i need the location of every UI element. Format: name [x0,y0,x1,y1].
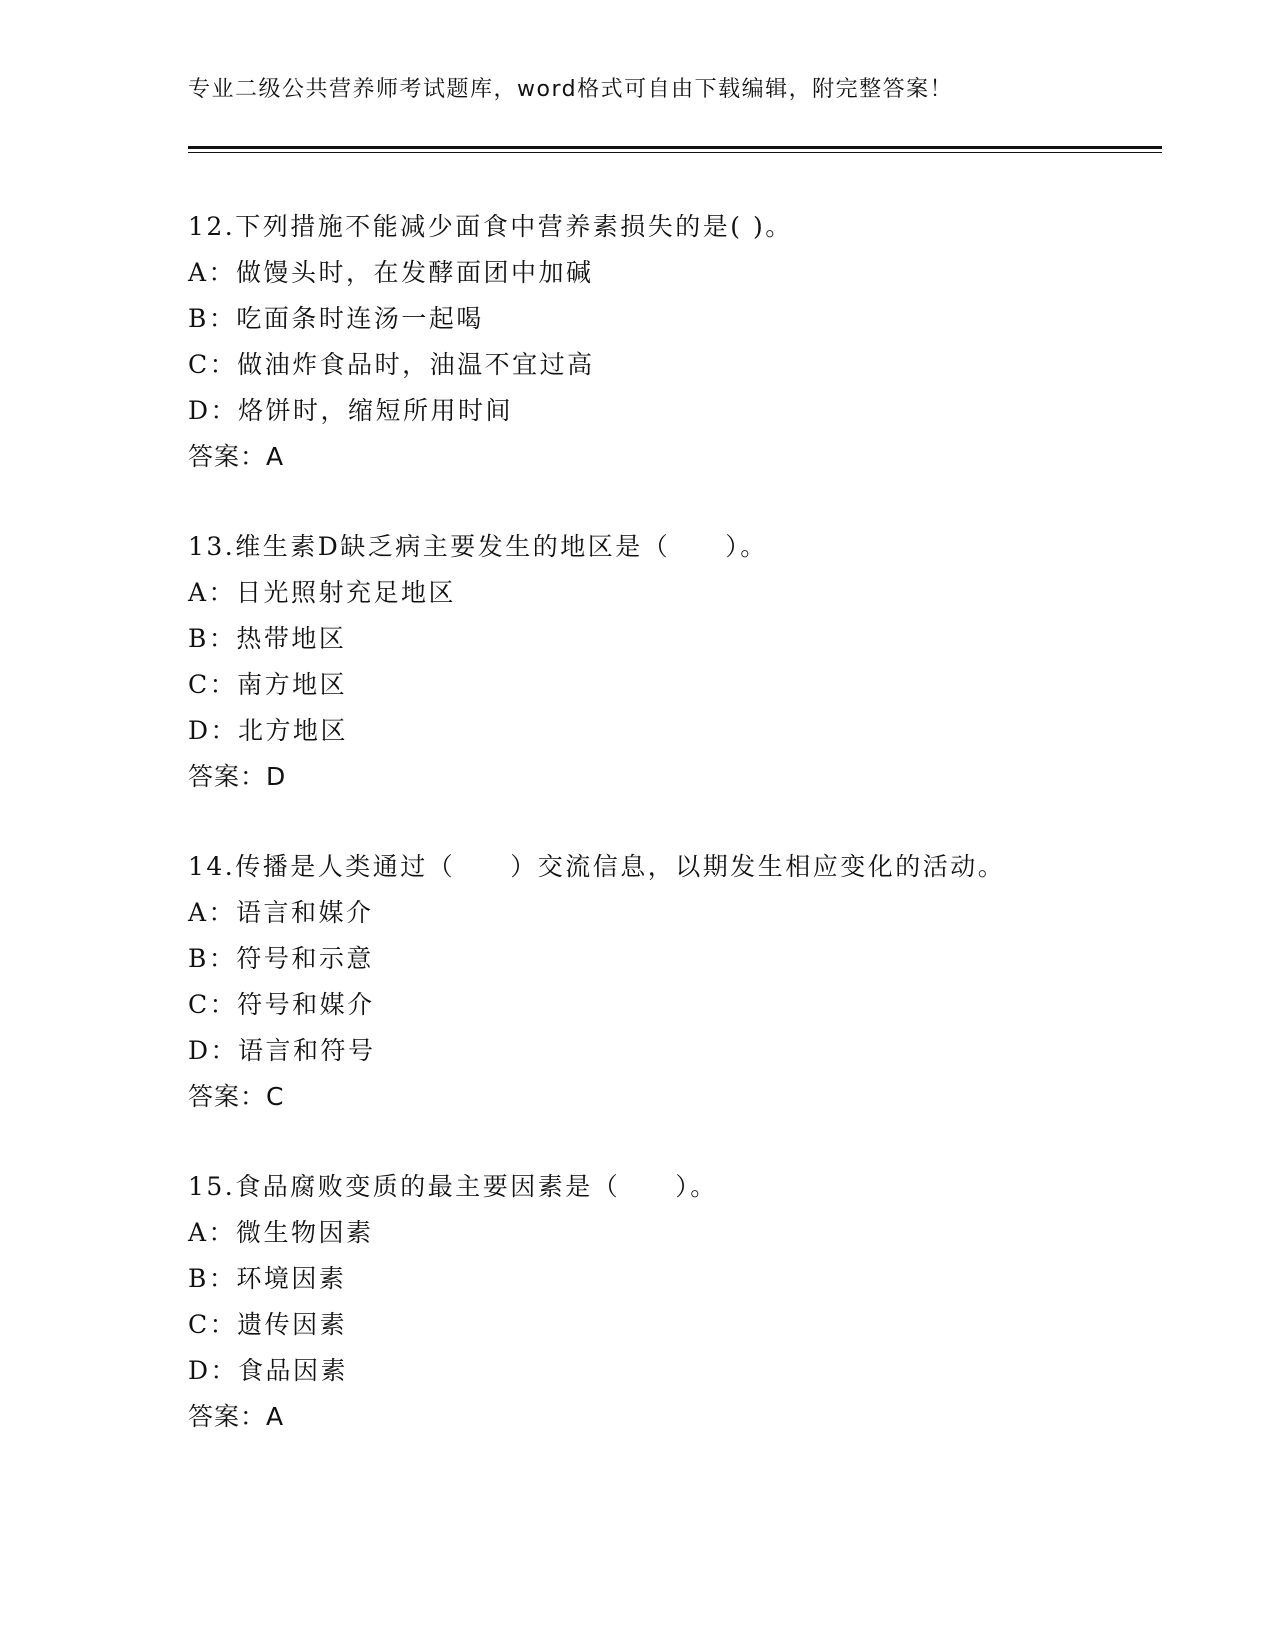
header-text: 专业二级公共营养师考试题库，word格式可自由下载编辑，附完整答案！ [188,77,954,102]
option-a: A：语言和媒介 [188,898,374,927]
answer: 答案：A [188,1402,285,1431]
answer: 答案：C [188,1082,285,1111]
header-divider-thick [188,146,1162,149]
question-14 [188,844,1168,1120]
option-b: B：热带地区 [188,624,347,653]
question-13 [188,524,1168,800]
question-15 [188,1164,1168,1440]
header-divider-thin [188,152,1162,153]
option-d: D：语言和符号 [188,1036,376,1065]
question-stem: 13.维生素D缺乏病主要发生的地区是（ ）。 [188,532,768,561]
option-d: D：烙饼时，缩短所用时间 [188,396,514,425]
option-a: A：日光照射充足地区 [188,578,457,607]
option-c: C：做油炸食品时，油温不宜过高 [188,350,595,379]
answer: 答案：A [188,442,285,471]
question-stem: 12.下列措施不能减少面食中营养素损失的是( )。 [188,212,793,241]
option-c: C：符号和媒介 [188,990,375,1019]
option-d: D：北方地区 [188,716,349,745]
option-a: A：做馒头时，在发酵面团中加碱 [188,258,594,287]
question-list [188,204,1168,1484]
option-c: C：南方地区 [188,670,348,699]
option-c: C：遗传因素 [188,1310,348,1339]
answer: 答案：D [188,762,287,791]
question-stem: 15.食品腐败变质的最主要因素是（ ）。 [188,1172,718,1201]
option-d: D：食品因素 [188,1356,349,1385]
option-b: B：吃面条时连汤一起喝 [188,304,484,333]
question-stem: 14.传播是人类通过（ ）交流信息，以期发生相应变化的活动。 [188,852,1006,881]
option-b: B：环境因素 [188,1264,347,1293]
question-12 [188,204,1168,480]
option-b: B：符号和示意 [188,944,374,973]
option-a: A：微生物因素 [188,1218,374,1247]
